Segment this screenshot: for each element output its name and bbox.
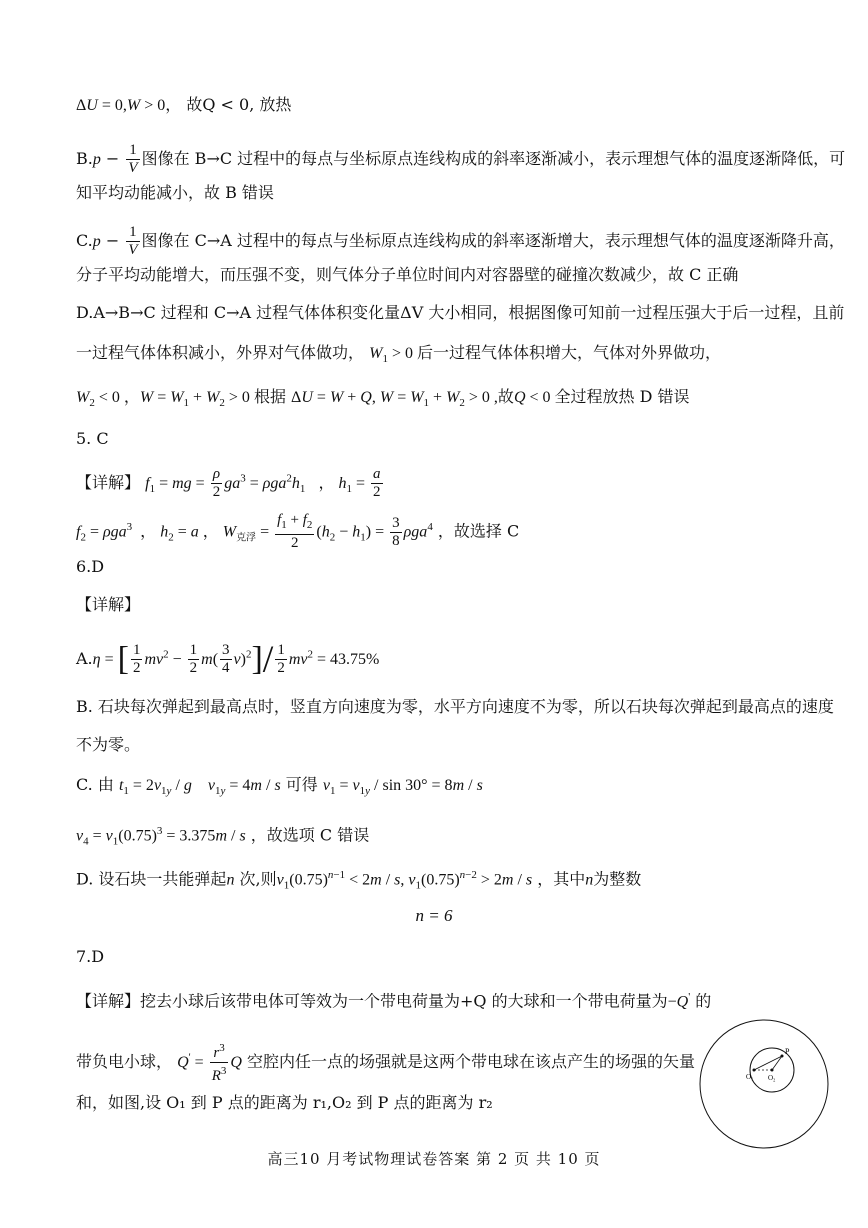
q6-option-a: A.η = [ $\frac{1}{2}$ $mv^2$ − $\frac{1}{2}$ m( $\frac{3}{4}$ v)$^2$]/ $\frac{1}{2}$ $mv^2 = 43.75\%$ — [76, 638, 380, 681]
q7-heading: 7.D — [76, 947, 105, 966]
outer-sphere — [700, 1020, 828, 1148]
option-d-line2: 一过程气体体积减小，外界对气体做功， $W_1 > 0$ 后一过程气体体积增大，气体对外界做功， — [76, 343, 721, 366]
sphere-cavity-diagram — [696, 1016, 832, 1152]
q5-heading: 5. C — [76, 429, 109, 448]
q6-result: n = 6 — [415, 906, 453, 925]
label-o1: O₁ — [746, 1073, 754, 1081]
fraction-1-over-v: $\frac{1}{V}$ — [128, 224, 138, 258]
line-delta-u: ΔU = 0,W > 0， 故Q < 0, 放热 — [76, 95, 292, 114]
option-c-line1: C.p − $\frac{1}{V}$ 图像在 C→A 过程中的每点与坐标原点连线构成的斜率逐渐增大，表示理想气体的温度逐渐降升高， — [76, 224, 845, 258]
option-c-line2: 分子平均动能增大，而压强不变，则气体分子单位时间内对容器壁的碰撞次数减少，故 C 正确 — [76, 265, 739, 284]
q6-option-b-line1: B. 石块每次弹起到最高点时，竖直方向速度为零，水平方向速度不为零，所以石块每次弹起到最高点的速度 — [76, 697, 834, 716]
q6-option-c-line1: C. 由 $t_1 = 2v_{1y} / g$ $v_{1y} = 4m / s$ 可得 $v_1 = v_{1y} / \sin 30^\circ = 8m / s$ — [76, 775, 483, 798]
label-o2: O₂ — [768, 1074, 776, 1082]
o1-p-line — [754, 1056, 782, 1070]
o2-point — [771, 1069, 774, 1072]
q6-heading: 6.D — [76, 557, 105, 576]
option-b-line2: 知平均动能减小，故 B 错误 — [76, 183, 274, 202]
label-p: P — [785, 1047, 790, 1056]
q6-option-c-line2: $v_4 = v_1(0.75)^3 = 3.375m / s$ ，故选项 C 错误 — [76, 825, 370, 848]
conclusion-text: 故Q < 0, 放热 — [186, 95, 292, 114]
q7-line1: 【详解】挖去小球后该带电体可等效为一个带电荷量为+Q 的大球和一个带电荷量为−Q' 的 — [76, 991, 712, 1011]
o1-point — [753, 1069, 756, 1072]
option-d-line1: D.A→B→C 过程和 C→A 过程气体体积变化量ΔV 大小相同，根据图像可知前一过程压强大于后一过程，且前 — [76, 303, 845, 322]
q5-formula-line2: $f_2 = \rho ga^3$ ， $h_2 = a$ ， $W_{克浮}$ = $\frac{f_1 + f_2}{2}$ $(h_2 - h_1)$ = $\frac{3}{8}$ ρga$^4$ ，故选择 C — [76, 512, 520, 551]
option-b-line1: B.p − $\frac{1}{V}$ 图像在 B→C 过程中的每点与坐标原点连线构成的斜率逐渐减小，表示理想气体的温度逐渐降低，可 — [76, 142, 846, 176]
q6-option-b-line2: 不为零。 — [76, 735, 141, 754]
q7-line3: 和，如图,设 O₁ 到 P 点的距离为 r₁,O₂ 到 P 点的距离为 r₂ — [76, 1093, 493, 1112]
fraction-1-over-v: $\frac{1}{V}$ — [128, 142, 138, 176]
q7-line2: 带负电小球， Q' = $\frac{r^3}{R^3}$ Q 空腔内任一点的场强就是这两个带电球在该点产生的场强的矢量 — [76, 1042, 696, 1084]
q6-option-d: D. 设石块一共能弹起n 次,则$v_1(0.75)^{n-1} < 2m / s$, $v_1(0.75)^{n-2} > 2m / s$ ，其中n为整数 — [76, 869, 642, 892]
option-d-line3: $W_2 < 0$ ，$W = W_1 + W_2 > 0$ 根据 ΔU = W + Q, $W = W_1 + W_2 > 0$ ,故Q < 0 全过程放热 D 错误 — [76, 387, 690, 410]
q6-detail-label: 【详解】 — [76, 595, 141, 614]
page-footer: 高三10 月考试物理试卷答案 第 2 页 共 10 页 — [267, 1150, 601, 1168]
p-point — [781, 1055, 784, 1058]
q5-formula-line1: 【详解】 $f_1$ = mg = $\frac{\rho}{2}$ $ga^3 = \rho ga^2h_1$ ， $h_1$ = $\frac{a}{2}$ — [76, 466, 381, 500]
